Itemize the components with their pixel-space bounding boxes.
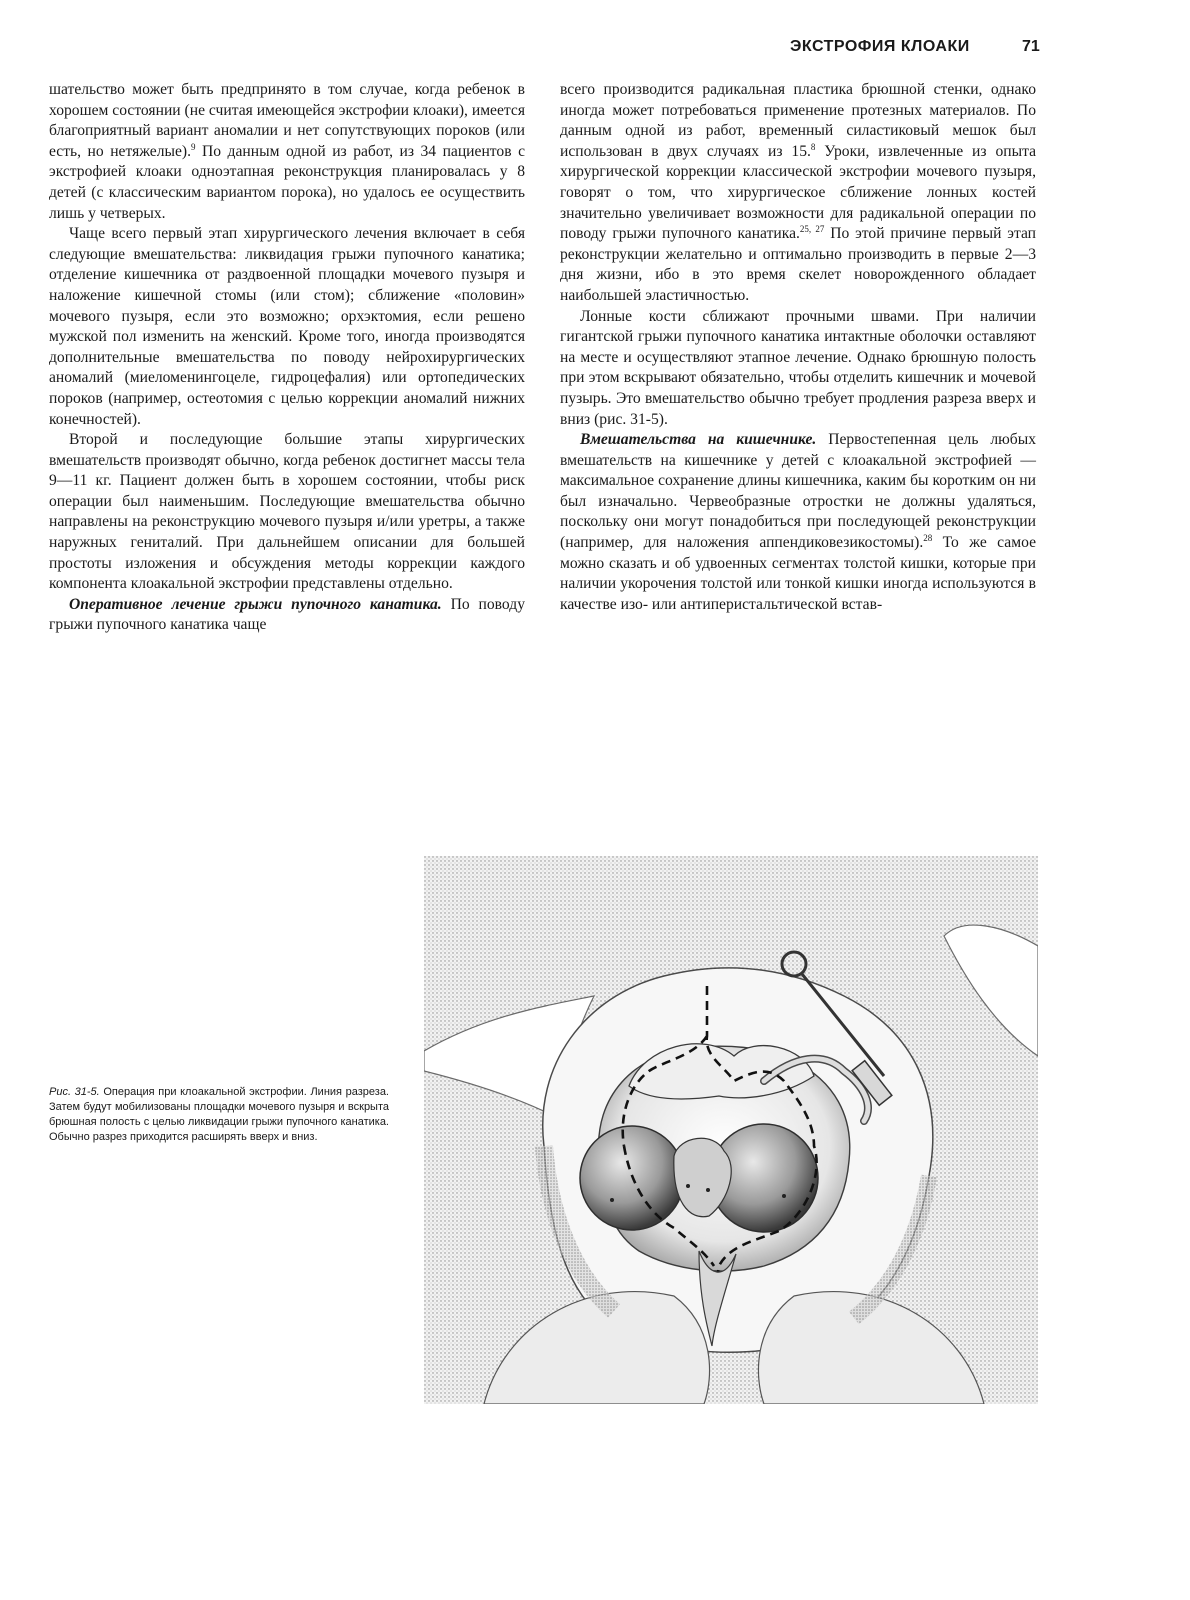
paragraph: Чаще всего первый этап хирургического лечения включает в себя следующие вмешательства: ликвидация грыжи пупочного канатика; отделение кишечника от раздвоенной площадки мочевого пузыря и наложение кишечной стомы (или стом); сближение «половин» мочевого пузыря, если это возможно; орхэктомия, если решено мужской пол изменить на женский. Кроме того, иногда производятся дополнительные вмешательства по поводу нейрохирургических аномалий (миеломенингоцеле, гидроцефалия) или ортопедических пороков (например, остеотомия с целью коррекции аномалий нижних конечностей). <box>49 225 525 428</box>
figure-caption: Рис. 31-5. Операция при клоакальной экстрофии. Линия разреза. Затем будут мобилизованы площадки мочевого пузыря и вскрыта брюшная полость с целью ликвидации грыжи пупочного канатика. Обычно разрез приходится расширять вверх и вниз. <box>49 1086 389 1143</box>
paragraph: Лонные кости сближают прочными швами. При наличии гигантской грыжи пупочного канатика интактные оболочки оставляют на месте и осуществляют этапное лечение. Однако брюшную полость при этом вскрывают обязательно, чтобы отделить кишечник и мочевой пузырь. Это вмешательство обычно требует продления разреза вверх и вниз (рис. 31-5). <box>560 307 1036 428</box>
left-text-column <box>49 80 525 636</box>
surgical-illustration <box>424 856 1038 1404</box>
paragraph: всего производится радикальная пластика брюшной стенки, однако иногда может потребоваться применение протезных материалов. По данным одной из работ, временный силастиковый мешок был использован в двух случаях из 15.$^8$ Уроки, извлеченные из опыта хирургической коррекции классической экстрофии мочевого пузыря, говорят о том, что хирургическое сближение лонных костей значительно увеличивает возможности для радикальной операции по поводу грыжи пупочного канатика.$^{25, 27}$ По этой причине первый этап реконструкции желательно и оптимально производить в первые 2—3 дня жизни, ибо в это время скелет новорожденного обладает наибольшей эластичностью. <box>560 81 1037 304</box>
right-text-column <box>560 80 1036 615</box>
figure-label: Рис. 31-5. <box>49 1086 100 1098</box>
paragraph: Второй и последующие большие этапы хирургических вмешательств производят обычно, когда ребенок достигнет массы тела 9—11 кг. Пациент должен быть в хорошем состоянии, чтобы риск операции был наименьшим. Последующие вмешательства обычно направлены на реконструкцию мочевого пузыря и/или уретры, а также наружных гениталий. При дальнейшем описании для большей простоты изложения и обсуждения методы коррекции каждого компонента клоакальной экстрофии представлены отдельно. <box>49 431 525 593</box>
running-header-title: ЭКСТРОФИЯ КЛОАКИ <box>790 38 970 55</box>
reference-marker: 9 <box>191 141 196 152</box>
paragraph: Вмешательства на кишечнике. Первостепенная цель любых вмешательств на кишечнике у детей с клоакальной экстрофией — максимальное сохранение длины кишечника, каким бы коротким он ни был изначально. Червеобразные отростки не должны удаляться, поскольку они могут понадобиться при последующей реконструкции (например, для наложения аппендиковезикостомы).$^{28}$ То же самое можно сказать и об удвоенных сегментах толстой кишки, которые при наличии укорочения толстой или тонкой кишки иногда используются в качестве изо- или антиперистальтической встав- <box>560 431 1037 613</box>
paragraph: Оперативное лечение грыжи пупочного канатика. По поводу грыжи пупочного канатика чаще <box>49 595 525 634</box>
reference-marker: 25, 27 <box>799 223 825 234</box>
section-heading: Вмешательства на кишечнике. <box>580 431 817 449</box>
paragraph: шательство может быть предпринято в том случае, когда ребенок в хорошем состоянии (не считая имеющейся экстрофии клоаки), имеется благоприятный вариант аномалии и нет сопутствующих пороков (или есть, но нетяжелые).$^9$ По данным одной из работ, из 34 пациентов с экстрофией клоаки одноэтапная реконструкция планировалась у 8 детей (с классическим вариантом порока), но удалось ее осуществить лишь у четверых. <box>49 81 525 222</box>
page-number: 71 <box>1022 38 1040 55</box>
reference-marker: 28 <box>923 532 933 543</box>
reference-marker: 8 <box>810 141 816 152</box>
section-heading: Оперативное лечение грыжи пупочного канатика. <box>69 595 442 613</box>
